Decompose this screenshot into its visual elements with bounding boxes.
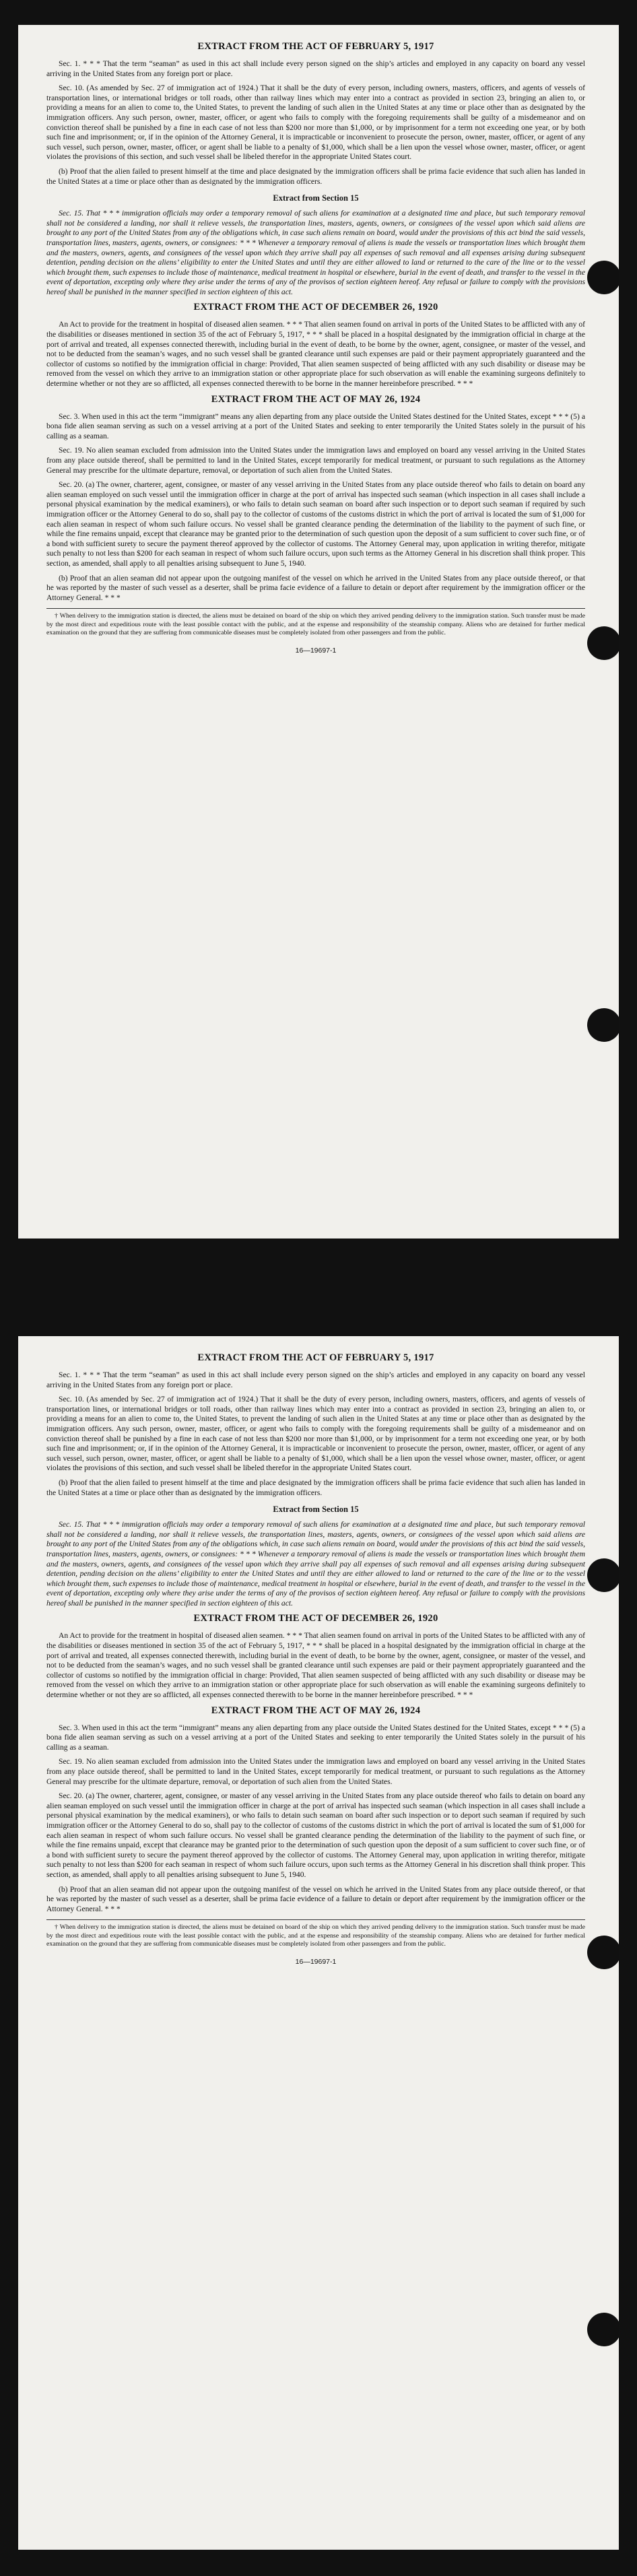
act-1920-text: An Act to provide for the treatment in hospital of diseased alien seamen. * * * That alien seamen found on arrival in ports of the United States to be afflicted with any of the disabilities or diseases mentioned in section 35 of the act of February 5, 1917, * * * shall be placed in a hospital designated by the immigration official in charge at the port of arrival and treated, all expenses connected therewith, including burial in the event of death, to be borne by the owner, agent, consignee, or master of the vessel, and not to be deducted from the seaman’s wages, and no such vessel shall be granted clearance until such expenses are paid or their payment appropriately guaranteed and the collector of customs so notified by the immigration official in charge: Provided, That alien seamen suspected of being afflicted with any such disability or disease may be removed from the vessel on which they arrive to an immigration station or other appropriate place for such observation as will enable the examining surgeons definitely to determine whether or not they are so afflicted, all expenses connected therewith to be borne in the manner hereinbefore prescribed. * * * [46, 320, 585, 389]
punch-hole [587, 626, 619, 660]
section-20a-text: Sec. 20. (a) The owner, charterer, agent, consignee, or master of any vessel arriving in the United States from any place outside thereof who fails to detain on board any alien seaman employed on such vessel until the immigration officer in charge at the port of arrival has inspected such seaman (which inspection in all cases shall include a personal physical examination by the medical examiners), or who fails to detain such seaman on board after such inspection or to deport such seaman if required by such immigration officer or the Attorney General to do so, shall pay to the collector of customs of the customs district in which the port of arrival is located the sum of $1,000 for each alien seaman in respect of whom such failure occurs. No vessel shall be granted clearance pending the determination of the liability to the payment of such fine, or while the fine remains unpaid, except that clearance may be granted prior to the determination of such question upon the deposit of a sum sufficient to cover such fine, or of a bond with sufficient surety to secure the payment thereof approved by the collector of customs. The Attorney General may, upon application in writing therefor, mitigate such penalty to not less than $200 for each seaman in respect of whom such failure occurs, upon such terms as the Attorney General in his discretion shall think proper. This section, as amended, shall apply to all penalties arising subsequent to June 5, 1940. [46, 480, 585, 568]
section-20b-text: (b) Proof that an alien seaman did not appear upon the outgoing manifest of the vessel on which he arrived in the United States from any place outside thereof, or that he was reported by the master of such vessel as a deserter, shall be prima facie evidence of a failure to detain or deport after requirement by the immigration officer or the Attorney General. * * * [46, 1884, 585, 1913]
heading-act-1924: EXTRACT FROM THE ACT OF MAY 26, 1924 [211, 393, 421, 405]
section-15-text: Sec. 15. That * * * immigration officials may order a temporary removal of such aliens for examination at a designated time and place, but such temporary removal shall not be considered a landing, nor shall it relieve vessels, the transportation lines, masters, agents, owners, or consignees of the vessel upon which said aliens are brought to any port of the United States from any of the obligations which, in case such aliens remain on board, would under the provisions of this act bind the said vessels, transportation lines, masters, agents, owners, or consignees: * * * Whenever a temporary removal of aliens is made the vessels or transportation lines which brought them and the masters, owners, agents, and consignees of the vessel upon which they arrive shall pay all expenses of such removal and all expenses arising during subsequent detention, pending decision on the aliens’ eligibility to enter the United States and until they are either allowed to land or returned to the care of the line or to the vessel which brought them, such expenses to include those of maintenance, medical treatment in hospital or elsewhere, burial in the event of death, and transfer to the vessel in the event of deportation, excepting only where they arise under the terms of any of the provisos of section eighteen hereof. Any refusal or failure to comply with the provisions hereof shall be punished in the manner specified in section eighteen of this act. [46, 209, 585, 296]
heading-act-1917: EXTRACT FROM THE ACT OF FEBRUARY 5, 1917 [197, 1352, 434, 1363]
act-1920-text: An Act to provide for the treatment in hospital of diseased alien seamen. * * * That alien seamen found on arrival in ports of the United States to be afflicted with any of the disabilities or diseases mentioned in section 35 of the act of February 5, 1917, * * * shall be placed in a hospital designated by the immigration official in charge at the port of arrival and treated, all expenses connected therewith, including burial in the event of death, to be borne by the owner, agent, consignee, or master of the vessel, and not to be deducted from the seaman’s wages, and no such vessel shall be granted clearance until such expenses are paid or their payment appropriately guaranteed and the collector of customs so notified by the immigration official in charge: Provided, That alien seamen suspected of being afflicted with any such disability or disease may be removed from the vessel on which they arrive to an immigration station or other appropriate place for such observation as will enable the examining surgeons definitely to determine whether or not they are so afflicted, all expenses connected therewith to be borne in the manner hereinbefore prescribed. * * * [46, 1631, 585, 1700]
punch-hole [587, 1558, 619, 1592]
section-20b-text: (b) Proof that an alien seaman did not appear upon the outgoing manifest of the vessel on which he arrived in the United States from any place outside thereof, or that he was reported by the master of such vessel as a deserter, shall be prima facie evidence of a failure to detain or deport after requirement by the immigration officer or the Attorney General. * * * [46, 573, 585, 602]
heading-act-1924: EXTRACT FROM THE ACT OF MAY 26, 1924 [211, 1705, 421, 1716]
footnote: † When delivery to the immigration station is directed, the aliens must be detained on board of the ship on which they arrived pending delivery to the immigration station. Such transfer must be made by the most direct and expeditious route with the least possible contact with the public, and at the expense and responsibility of the steamship company. Aliens who are detained for further medical examination on the ground that they are suffering from communicable diseases must be completely isolated from other passengers and from the public. [46, 1919, 585, 1948]
document-page-1 [18, 25, 619, 1239]
footnote: † When delivery to the immigration station is directed, the aliens must be detained on board of the ship on which they arrived pending delivery to the immigration station. Such transfer must be made by the most direct and expeditious route with the least possible contact with the public, and at the expense and responsibility of the steamship company. Aliens who are detained for further medical examination on the ground that they are suffering from communicable diseases must be completely isolated from other passengers and from the public. [46, 608, 585, 637]
punch-hole [587, 1008, 619, 1042]
punch-hole [587, 261, 619, 294]
section-10a-text: Sec. 10. (As amended by Sec. 27 of immigration act of 1924.) That it shall be the duty of every person, including owners, masters, officers, and agents of vessels of transportation lines, or international bridges or toll roads, other than railway lines which may enter into a contract as provided in section 23, bringing an alien to, or providing a means for an alien to come to, the United States, to prevent the landing of such alien in the United States at any time or place other than as designated by the immigration officers. Any such person, owner, master, officer, or agent who fails to comply with the foregoing requirements shall be guilty of a misdemeanor and on conviction thereof shall be punished by a fine in each case of not less than $200 nor more than $1,000, or by imprisonment for a term not exceeding one year, or by both such fine and imprisonment; or, if in the opinion of the Attorney General, it is impracticable or inconvenient to prosecute the person, owner, master, officer, or agent of any such vessel, such person, owner, master, officer, or agent shall be liable to a penalty of $1,000, which shall be a lien upon the vessel whose owner, master, officer, or agent violates the provisions of this section, and such vessel shall be libeled therefor in the appropriate United States court. [46, 84, 585, 162]
punch-hole [587, 2313, 619, 2346]
section-1-text: Sec. 1. * * * That the term “seaman” as used in this act shall include every person signed on the ship’s articles and employed in any capacity on board any vessel arriving in the United States from any foreign port or place. [46, 59, 585, 78]
subheading-section-15: Extract from Section 15 [273, 1505, 359, 1515]
section-3-text: Sec. 3. When used in this act the term “immigrant” means any alien departing from any place outside the United States destined for the United States, except * * * (5) a bona fide alien seaman serving as such on a vessel arriving at a port of the United States and seeking to enter temporarily the United States solely in the pursuit of his calling as a seaman. [46, 411, 585, 440]
document-page-2 [18, 1336, 619, 2550]
page-number: 16—19697-1 [295, 646, 337, 655]
heading-act-1920: EXTRACT FROM THE ACT OF DECEMBER 26, 1920 [193, 1613, 438, 1624]
section-1-text: Sec. 1. * * * That the term “seaman” as used in this act shall include every person signed on the ship’s articles and employed in any capacity on board any vessel arriving in the United States from any foreign port or place. [46, 1370, 585, 1389]
section-10b-text: (b) Proof that the alien failed to present himself at the time and place designated by the immigration officers shall be prima facie evidence that such alien has landed in the United States at a time or place other than as designated by the immigration officers. [46, 166, 585, 186]
subheading-section-15: Extract from Section 15 [273, 193, 359, 203]
heading-act-1920: EXTRACT FROM THE ACT OF DECEMBER 26, 1920 [193, 302, 438, 313]
punch-hole [587, 1936, 619, 1969]
heading-act-1917: EXTRACT FROM THE ACT OF FEBRUARY 5, 1917 [197, 41, 434, 52]
section-20a-text: Sec. 20. (a) The owner, charterer, agent, consignee, or master of any vessel arriving in the United States from any place outside thereof who fails to detain on board any alien seaman employed on such vessel until the immigration officer in charge at the port of arrival has inspected such seaman (which inspection in all cases shall include a personal physical examination by the medical examiners), or who fails to detain such seaman on board after such inspection or to deport such seaman if required by such immigration officer or the Attorney General to do so, shall pay to the collector of customs of the customs district in which the port of arrival is located the sum of $1,000 for each alien seaman in respect of whom such failure occurs. No vessel shall be granted clearance pending the determination of the liability to the payment of such fine, or while the fine remains unpaid, except that clearance may be granted prior to the determination of such question upon the deposit of a sum sufficient to cover such fine, or of a bond with sufficient surety to secure the payment thereof approved by the collector of customs. The Attorney General may, upon application in writing therefor, mitigate such penalty to not less than $200 for each seaman in respect of whom such failure occurs, upon such terms as the Attorney General in his discretion shall think proper. This section, as amended, shall apply to all penalties arising subsequent to June 5, 1940. [46, 1791, 585, 1879]
section-19-text: Sec. 19. No alien seaman excluded from admission into the United States under the immigration laws and employed on board any vessel arriving in the United States from any place outside thereof, shall be permitted to land in the United States, except temporarily for medical treatment, or pursuant to such regulations as the Attorney General may prescribe for the ultimate departure, removal, or deportation of such alien from the United States. [46, 1757, 585, 1786]
section-10a-text: Sec. 10. (As amended by Sec. 27 of immigration act of 1924.) That it shall be the duty of every person, including owners, masters, officers, and agents of vessels of transportation lines, or international bridges or toll roads, other than railway lines which may enter into a contract as provided in section 23, bringing an alien to, or providing a means for an alien to come to, the United States, to prevent the landing of such alien in the United States at any time or place other than as designated by the immigration officers. Any such person, owner, master, officer, or agent who fails to comply with the foregoing requirements shall be guilty of a misdemeanor and on conviction thereof shall be punished by a fine in each case of not less than $200 nor more than $1,000, or by imprisonment for a term not exceeding one year, or by both such fine and imprisonment; or, if in the opinion of the Attorney General, it is impracticable or inconvenient to prosecute the person, owner, master, officer, or agent of any such vessel, such person, owner, master, officer, or agent shall be liable to a penalty of $1,000, which shall be a lien upon the vessel whose owner, master, officer, or agent violates the provisions of this section, and such vessel shall be libeled therefor in the appropriate United States court. [46, 1395, 585, 1473]
section-19-text: Sec. 19. No alien seaman excluded from admission into the United States under the immigration laws and employed on board any vessel arriving in the United States from any place outside thereof, shall be permitted to land in the United States, except temporarily for medical treatment, or pursuant to such regulations as the Attorney General may prescribe for the ultimate departure, removal, or deportation of such alien from the United States. [46, 446, 585, 475]
section-15-text: Sec. 15. That * * * immigration officials may order a temporary removal of such aliens for examination at a designated time and place, but such temporary removal shall not be considered a landing, nor shall it relieve vessels, the transportation lines, masters, agents, owners, or consignees of the vessel upon which said aliens are brought to any port of the United States from any of the obligations which, in case such aliens remain on board, would under the provisions of this act bind the said vessels, transportation lines, masters, agents, owners, or consignees: * * * Whenever a temporary removal of aliens is made the vessels or transportation lines which brought them and the masters, owners, agents, and consignees of the vessel upon which they arrive shall pay all expenses of such removal and all expenses arising during subsequent detention, pending decision on the aliens’ eligibility to enter the United States and until they are either allowed to land or returned to the care of the line or to the vessel which brought them, such expenses to include those of maintenance, medical treatment in hospital or elsewhere, burial in the event of death, and transfer to the vessel in the event of deportation, excepting only where they arise under the terms of any of the provisos of section eighteen hereof. Any refusal or failure to comply with the provisions hereof shall be punished in the manner specified in section eighteen of this act. [46, 1520, 585, 1608]
section-3-text: Sec. 3. When used in this act the term “immigrant” means any alien departing from any place outside the United States destined for the United States, except * * * (5) a bona fide alien seaman serving as such on a vessel arriving at a port of the United States and seeking to enter temporarily the United States solely in the pursuit of his calling as a seaman. [46, 1723, 585, 1752]
page-number: 16—19697-1 [295, 1957, 337, 1966]
section-10b-text: (b) Proof that the alien failed to present himself at the time and place designated by the immigration officers shall be prima facie evidence that such alien has landed in the United States at a time or place other than as designated by the immigration officers. [46, 1478, 585, 1497]
